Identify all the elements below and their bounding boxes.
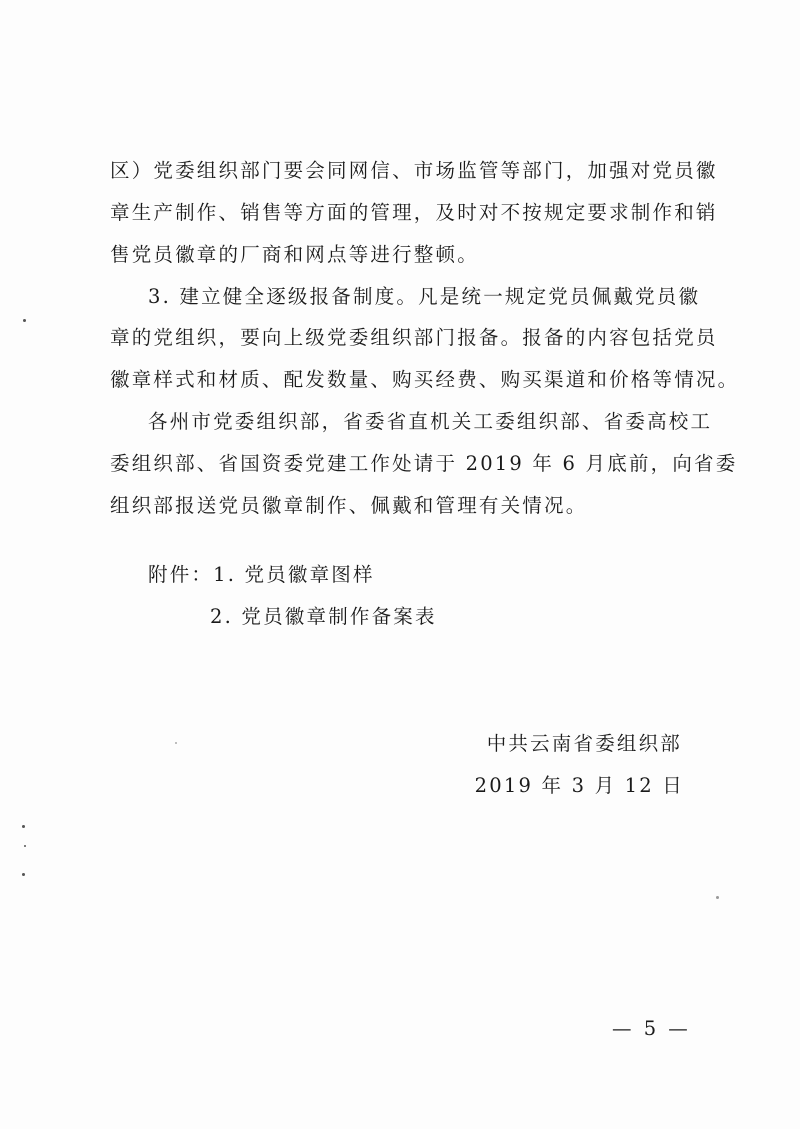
paragraph-1-line-1: 区）党委组织部门要会同网信、市场监管等部门，加强对党员徽 xyxy=(110,159,718,182)
paragraph-1-line-2: 章生产制作、销售等方面的管理，及时对不按规定要求制作和销 xyxy=(110,201,718,224)
signature-organization: 中共云南省委组织部 xyxy=(486,732,682,755)
attachment-2: 2. 党员徽章制作备案表 xyxy=(210,605,437,628)
paragraph-1-line-3: 售党员徽章的厂商和网点等进行整顿。 xyxy=(110,243,479,266)
page-number: — 5 — xyxy=(612,1017,691,1040)
scan-speck xyxy=(716,896,719,899)
paragraph-3-line-2: 委组织部、省国资委党建工作处请于 2019 年 6 月底前，向省委 xyxy=(110,452,738,475)
paragraph-3-line-3: 组织部报送党员徽章制作、佩戴和管理有关情况。 xyxy=(110,494,588,517)
paragraph-2-line-1: 3. 建立健全逐级报备制度。凡是统一规定党员佩戴党员徽 xyxy=(148,285,701,308)
attachment-1: 附件：1. 党员徽章图样 xyxy=(148,563,375,586)
paragraph-2-line-2: 章的党组织，要向上级党委组织部门报备。报备的内容包括党员 xyxy=(110,326,718,349)
scan-speck xyxy=(23,319,26,322)
paragraph-2-line-3: 徽章样式和材质、配发数量、购买经费、购买渠道和价格等情况。 xyxy=(110,368,740,391)
scan-speck xyxy=(22,825,25,828)
scan-speck xyxy=(175,742,177,744)
paragraph-3-line-1: 各州市党委组织部，省委省直机关工委组织部、省委高校工 xyxy=(148,410,713,433)
scan-speck xyxy=(24,845,26,847)
scan-speck xyxy=(22,873,25,876)
signature-date: 2019 年 3 月 12 日 xyxy=(474,774,684,797)
